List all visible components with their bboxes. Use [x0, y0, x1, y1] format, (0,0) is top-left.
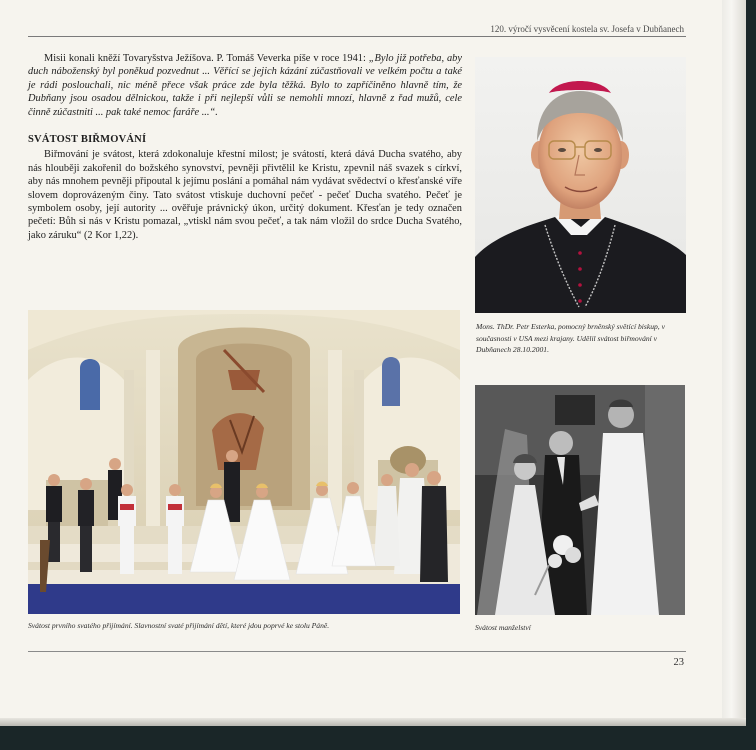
- communion-caption: Svátost prvního svatého přijímání. Slavnostní svaté přijímání dětí, které jdou poprvé ke stolu Páně.: [28, 621, 330, 630]
- header-rule: [28, 36, 686, 37]
- bishop-caption: Mons. ThDr. Petr Esterka, pomocný brněnský světící biskup, v současnosti v USA mezi krajany. Udělil svátost biřmování v Dubňanech 28.10.2001.: [476, 322, 665, 355]
- footer-rule: [28, 651, 686, 652]
- wedding-caption: Svátost manželství: [475, 623, 531, 632]
- intro-paragraph: [28, 52, 462, 119]
- page-edge-bottom: [0, 718, 746, 726]
- section-title: SVÁTOST BIŘMOVÁNÍ: [28, 134, 147, 146]
- running-head: 120. výročí vysvěcení kostela sv. Josefa v Dubňanech: [490, 24, 684, 34]
- main-text-column: [28, 52, 462, 242]
- intro-quote: „Bylo již potřeba, aby duch náboženský byl poněkud pozvednut ... Věřící se jejich kázání zúčastňovali ve velkém počtu a také je rádi poslouchali, nic méně přece však práce zde byla těžká. Bylo to zapříčiněno hlavně tím, že Dubňany jsou osadou dělnickou, takže i při nejlepší vůli se nemohli mnozí, hlavně z řad mužů, cele činně zúčastniti ... pak také nemoc faráře ...“.: [28, 53, 462, 118]
- bishop-portrait-photo: [475, 57, 686, 313]
- first-communion-photo: [28, 310, 460, 614]
- page-number: 23: [673, 657, 684, 668]
- wedding-photo: [475, 385, 685, 615]
- section-paragraph: Biřmování je svátost, která zdokonaluje křestní milost; je svátostí, která dává Ducha svatého, aby nás hlouběji zakořenil do božského synovství, pevněji přivtělil ke Kristu, zpevnil náš svazek s církví, aby nás mnohem pevněji připoutal k jejímu poslání a pomáhal nám vydávat svědectví o křesťanské víře slovem doprovázeným činy. Tato svátost vtiskuje duchovní pečeť - pečeť Ducha svatého. Pečeť je symbolem osoby, její autority ... ověřuje právnický úkon, určitý dokument. Křesťan je tedy označen pečetí: Bůh si nás v Kristu pomazal, „vtiskl nám svou pečeť, a tak nám vložil do srdce Ducha Svatého, jako záruku“ (2 Kor 1,22).: [28, 149, 462, 241]
- intro-text: Misii konali kněží Tovaryšstva Ježíšova. P. Tomáš Veverka píše v roce 1941:: [44, 53, 369, 64]
- page-edge-right: [722, 0, 746, 724]
